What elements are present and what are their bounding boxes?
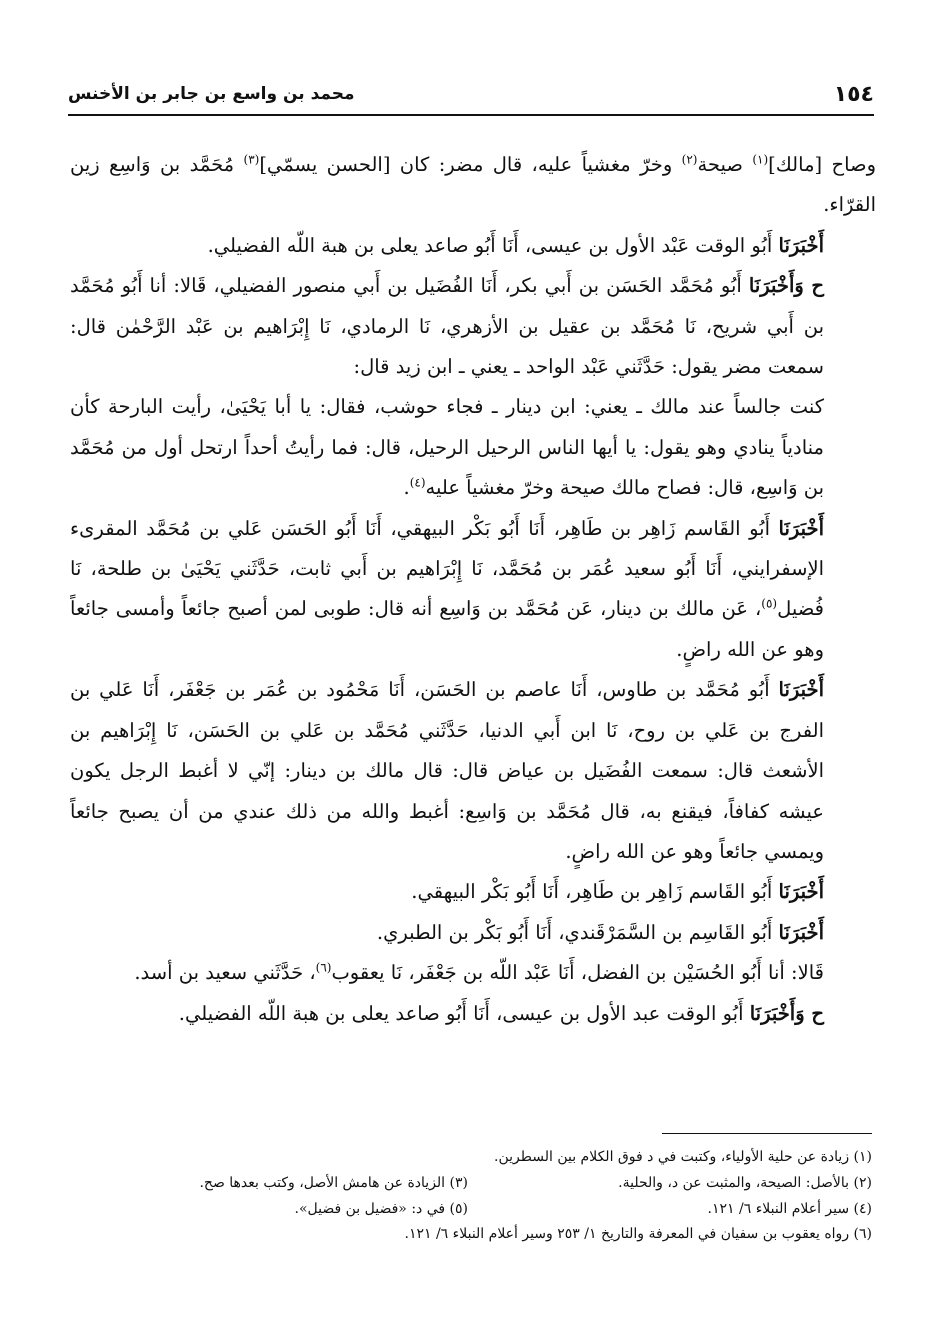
text-run: مُحَمَّد بن وَاسِع زين القرّاء. — [70, 153, 876, 217]
text-run: أَبُو مُحَمَّد الحَسَن بن أَبي بكر، أَنَا الفُضَيل بن أَبي منصور الفضيلي، قَالا: أنا أَبُو مُحَمَّد بن أَبي شريح، نَا مُحَمَّد بن عقيل بن الأزهري، نَا الرمادي، نَا إِبْرَاهيم بن عَبْد الرَّحْمٰن قال: سمعت مضر يقول: حَدَّثَني عَبْد الواحد ـ يعني ـ ابن زيد قال: — [70, 274, 824, 379]
text-run: . — [403, 476, 410, 500]
paragraph — [70, 266, 876, 387]
paragraph — [70, 913, 876, 953]
keyword-akhbarana: أَخْبَرَنَا — [778, 678, 824, 702]
footnote-marker: (١) — [752, 152, 769, 167]
footnote-line — [66, 1222, 872, 1248]
text-run: ، عَن مالك بن دينار، عَن مُحَمَّد بن وَاسِع أنه قال: طوبى لمن أصبح جائعاً وأمسى جائعاً وهو عن الله راضٍ. — [70, 597, 824, 661]
text-run: أَبُو الوقت عَبْد الأول بن عيسى، أَنَا أَبُو صاعد يعلى بن هبة اللّه الفضيلي. — [207, 233, 779, 257]
footnote-marker: (٥) — [761, 596, 778, 611]
footnote-2: (٢) بالأصل: الصيحة، والمثبت عن د، والحلية. — [618, 1174, 872, 1191]
keyword-akhbarana: أَخْبَرَنَا — [778, 920, 824, 944]
page-number: ١٥٤ — [833, 81, 874, 107]
footnote-line — [66, 1197, 872, 1223]
keyword-akhbarana: أَخْبَرَنَا — [778, 233, 824, 257]
footnotes — [66, 1145, 872, 1248]
footnote-line — [66, 1145, 872, 1171]
paragraph — [70, 872, 876, 912]
paragraph — [70, 670, 876, 872]
footnote-6: (٦) رواه يعقوب بن سفيان في المعرفة والتاريخ ١/ ٢٥٣ وسير أعلام النبلاء ٦/ ١٢١. — [404, 1226, 872, 1243]
footnote-marker: (٢) — [681, 152, 698, 167]
footnote-marker: (٦) — [315, 960, 332, 975]
text-run: صيحة — [697, 153, 753, 176]
footnote-4: (٤) سير أعلام النبلاء ٦/ ١٢١. — [707, 1200, 872, 1217]
keyword-akhbarana: أَخْبَرَنَا — [778, 516, 824, 540]
main-text — [70, 145, 876, 1034]
text-run: ، حَدَّثَني سعيد بن أسد. — [134, 961, 316, 985]
running-title: محمد بن واسع بن جابر بن الأخنس — [68, 84, 355, 104]
keyword-akhbarana: ح وَأَخْبَرَنَا — [748, 274, 824, 298]
footnote-1: (١) زيادة عن حلية الأولياء، وكتبت في د فوق الكلام بين السطرين. — [494, 1149, 872, 1165]
footnote-separator — [662, 1133, 872, 1134]
keyword-akhbarana: ح وَأَخْبَرَنَا — [749, 1001, 824, 1025]
text-run: أَبُو مُحَمَّد بن طاوس، أَنَا عاصم بن الحَسَن، أَنَا مَحْمُود بن عُمَر بن جَعْفَر، أَنَا عَلي بن الفرج بن عَلي بن روح، نَا ابن أَبي الدنيا، حَدَّثَني مُحَمَّد بن عَلي بن الحَسَن، نَا إِبْرَاهيم بن الأشعث قال: سمعت الفُضَيل بن عياض قال: قال مالك بن دينار: إنّي لا أغبط الرجل يكون عيشه كفافاً، فيقنع به، قال مُحَمَّد بن وَاسِع: أغبط والله من ذلك عندي من أن يصبح جائعاً ويمسي جائعاً وهو عن الله راضٍ. — [70, 678, 824, 863]
keyword-akhbarana: أَخْبَرَنَا — [778, 880, 824, 904]
paragraph — [70, 145, 876, 226]
text-run: وخرّ مغشياً عليه، قال مضر: كان [الحسن يسمّي] — [259, 153, 682, 176]
text-run: قَالا: أنا أَبُو الحُسَيْن بن الفضل، أَنَا عَبْد اللّه بن جَعْفَر، نَا يعقوب — [331, 961, 824, 985]
paragraph — [70, 387, 876, 508]
page-header — [68, 74, 874, 116]
text-run: كنت جالساً عند مالك ـ يعني: ابن دينار ـ فجاء حوشب، فقال: يا أبا يَحْيَىٰ، رأيت البارحة كأن منادياً ينادي وهو يقول: يا أيها الناس الرحيل الرحيل، قال: فما رأيتُ أحداً ارتحل أول من مُحَمَّد بن وَاسِع، قال: فصاح مالك صيحة وخرّ مغشياً عليه — [70, 395, 824, 500]
text-run: أَبُو القَاسِم بن السَّمَرْقَندي، أَنَا أَبُو بَكْر بن الطبري. — [376, 920, 779, 944]
footnote-marker: (٤) — [409, 475, 426, 490]
footnote-3: (٣) الزيادة عن هامش الأصل، وكتب بعدها صح. — [199, 1174, 468, 1191]
text-run: وصاح [مالك] — [768, 153, 876, 176]
paragraph — [70, 509, 876, 671]
paragraph — [70, 226, 876, 266]
footnote-5: (٥) في د: «فضيل بن فضيل». — [294, 1200, 468, 1217]
paragraph — [70, 953, 876, 993]
text-run: أَبُو الوقت عبد الأول بن عيسى، أَنَا أَبُو صاعد يعلى بن هبة اللّه الفضيلي. — [178, 1001, 750, 1025]
text-run: أَبُو القَاسم زَاهِر بن طَاهِر، أَنَا أَبُو بَكْر البيهقي، أَنَا أَبُو الحَسَن عَلي بن مُحَمَّد المقرىء الإسفرايني، أَنَا أَبُو سعيد عُمَر بن مُحَمَّد، نَا إِبْرَاهيم بن أَبي ثابت، حَدَّثَني يَحْيَىٰ بن طلحة، نَا فُضيل — [70, 516, 824, 621]
text-run: أَبُو القَاسم زَاهِر بن طَاهِر، أَنَا أَبُو بَكْر البيهقي. — [411, 880, 779, 904]
footnote-marker: (٣) — [243, 152, 260, 167]
paragraph — [70, 994, 876, 1034]
footnote-line — [66, 1171, 872, 1197]
